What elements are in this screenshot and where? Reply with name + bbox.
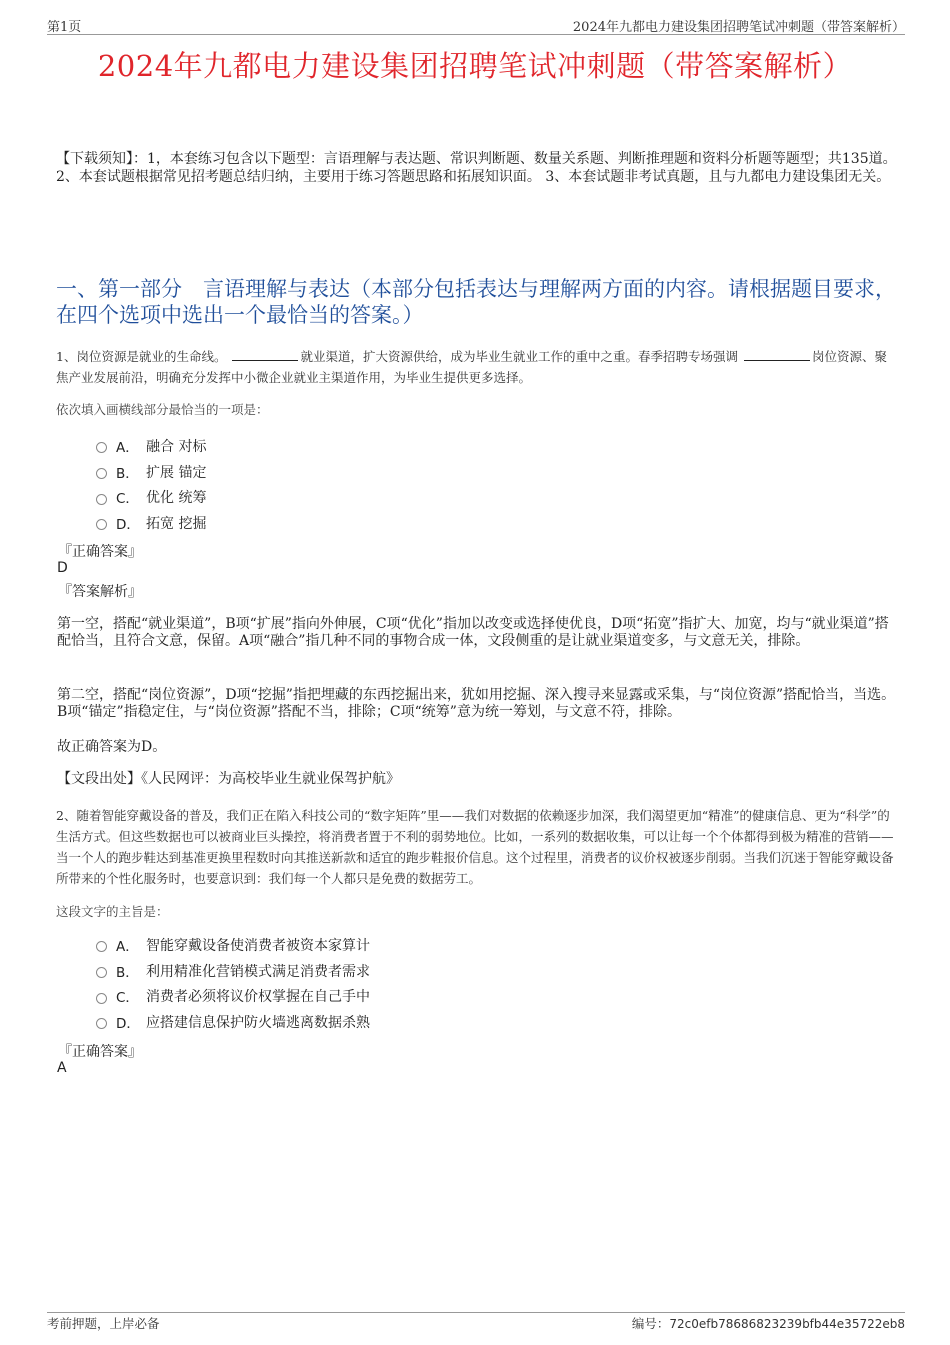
- option-letter: C．: [116, 491, 139, 508]
- footer-slogan: 考前押题，上岸必备: [47, 1316, 160, 1331]
- footer-code-label: 编号：: [631, 1316, 670, 1331]
- question-2-options: [96, 932, 796, 1035]
- question-1-option-c[interactable]: [96, 484, 796, 510]
- radio-button-icon[interactable]: [96, 468, 107, 479]
- question-1-analysis-label: 『答案解析』: [58, 584, 142, 600]
- option-letter: C．: [116, 990, 139, 1007]
- option-text: 拓宽 挖掘: [146, 515, 207, 532]
- header-document-name: 2024年九都电力建设集团招聘笔试冲刺题（带答案解析）: [572, 20, 905, 35]
- page-header: [47, 14, 905, 35]
- radio-button-icon[interactable]: [96, 941, 107, 952]
- question-1-conclusion: 故正确答案为D。: [57, 739, 167, 755]
- question-1-prompt: 依次填入画横线部分最恰当的一项是：: [56, 402, 269, 417]
- radio-button-icon[interactable]: [96, 993, 107, 1004]
- question-2-option-d[interactable]: [96, 1009, 796, 1035]
- page-number: 第1页: [47, 20, 82, 35]
- question-1-stem-part1: 1、岗位资源是就业的生命线。: [56, 349, 227, 364]
- option-text: 消费者必须将议价权掌握在自己手中: [146, 989, 370, 1006]
- option-text: 利用精准化营销模式满足消费者需求: [146, 963, 370, 980]
- question-2-option-c[interactable]: [96, 983, 796, 1009]
- question-1-analysis-paragraph-2: 第二空，搭配“岗位资源”，D项“挖掘”指把埋藏的东西挖掘出来，犹如用挖掘、深入搜寻来显露或采集，与“岗位资源”搭配恰当，当选。B项“锚定”指稳定住，与“岗位资源”搭配不当，排除；C项“统筹”意为统一筹划，与文意不符，排除。: [57, 687, 896, 720]
- option-text: 优化 统筹: [146, 490, 207, 507]
- option-letter: D．: [116, 516, 140, 533]
- option-letter: B．: [116, 964, 139, 981]
- question-1-answer: D: [57, 560, 68, 576]
- option-text: 智能穿戴设备使消费者被资本家算计: [146, 937, 370, 954]
- radio-button-icon[interactable]: [96, 1018, 107, 1029]
- section-heading: 一、第一部分 言语理解与表达（本部分包括表达与理解两方面的内容。请根据题目要求，在四个选项中选出一个最恰当的答案。）: [56, 277, 896, 327]
- question-2-prompt: 这段文字的主旨是：: [56, 904, 169, 919]
- page-title: 2024年九都电力建设集团招聘笔试冲刺题（带答案解析）: [97, 49, 853, 83]
- footer-divider: [47, 1312, 905, 1313]
- question-1-analysis-paragraph-1: 第一空，搭配“就业渠道”，B项“扩展”指向外伸展，C项“优化”指加以改变或选择使优良，D项“拓宽”指扩大、加宽，均与“就业渠道”搭配恰当，且符合文意，保留。A项“融合”指几种不同的事物合成一体，文段侧重的是让就业渠道变多，与文意无关，排除。: [57, 616, 889, 649]
- question-2-stem: 2、随着智能穿戴设备的普及，我们正在陷入科技公司的“数字矩阵”里——我们对数据的依赖逐步加深，我们渴望更加“精准”的健康信息、更为“科学”的生活方式。但这些数据也可以被商业巨头操控，将消费者置于不利的弱势地位。比如，一系列的数据收集，可以让每一个个体都得到极为精准的营销——当一个人的跑步鞋达到基准更换里程数时向其推送新款和适宜的跑步鞋报价信息。这个过程里，消费者的议价权被逐步削弱。当我们沉迷于智能穿戴设备所带来的个性化服务时，也要意识到：我们每一个人都只是免费的数据劳工。: [56, 808, 894, 886]
- option-letter: D．: [116, 1015, 140, 1032]
- question-1-correct-answer-label: 『正确答案』: [58, 544, 142, 560]
- footer-code-value: 72c0efb78686823239bfb44e35722eb8: [669, 1317, 905, 1331]
- question-1-stem-part3: 岗位资源、聚焦产业发展前沿，明确充分发挥中小微企业就业主渠道作用，为毕业生提供更多选择。: [56, 349, 887, 385]
- question-2-correct-answer-label: 『正确答案』: [58, 1044, 142, 1060]
- option-letter: A．: [116, 439, 139, 456]
- footer-code: [632, 1314, 905, 1332]
- question-1-option-a[interactable]: [96, 433, 796, 459]
- download-notice: 【下载须知】：1，本套练习包含以下题型：言语理解与表达题、常识判断题、数量关系题、判断推理题和资料分析题等题型；共135道。 2、本套试题根据常见招考题总结归纳，主要用于练习答题思路和拓展知识面。 3、本套试题非考试真题，且与九都电力建设集团无关。: [56, 151, 897, 185]
- question-1-stem-part2: 就业渠道，扩大资源供给，成为毕业生就业工作的重中之重。春季招聘专场强调: [300, 349, 738, 364]
- radio-button-icon[interactable]: [96, 442, 107, 453]
- question-1-source: 【文段出处】《人民网评：为高校毕业生就业保驾护航》: [57, 771, 400, 787]
- option-letter: A．: [116, 938, 139, 955]
- option-text: 融合 对标: [146, 438, 207, 455]
- radio-button-icon[interactable]: [96, 967, 107, 978]
- fill-blank-1: [232, 349, 298, 361]
- question-1-stem: [56, 346, 898, 388]
- fill-blank-2: [744, 349, 810, 361]
- question-2-answer: A: [57, 1060, 67, 1076]
- question-1-option-b[interactable]: [96, 459, 796, 485]
- option-text: 扩展 锚定: [146, 464, 207, 481]
- option-text: 应搭建信息保护防火墙逃离数据杀熟: [146, 1014, 370, 1031]
- question-2-option-b[interactable]: [96, 958, 796, 984]
- question-2-option-a[interactable]: [96, 932, 796, 958]
- option-letter: B．: [116, 465, 139, 482]
- radio-button-icon[interactable]: [96, 494, 107, 505]
- radio-button-icon[interactable]: [96, 519, 107, 530]
- question-1-options: [96, 433, 796, 536]
- question-1-option-d[interactable]: [96, 510, 796, 536]
